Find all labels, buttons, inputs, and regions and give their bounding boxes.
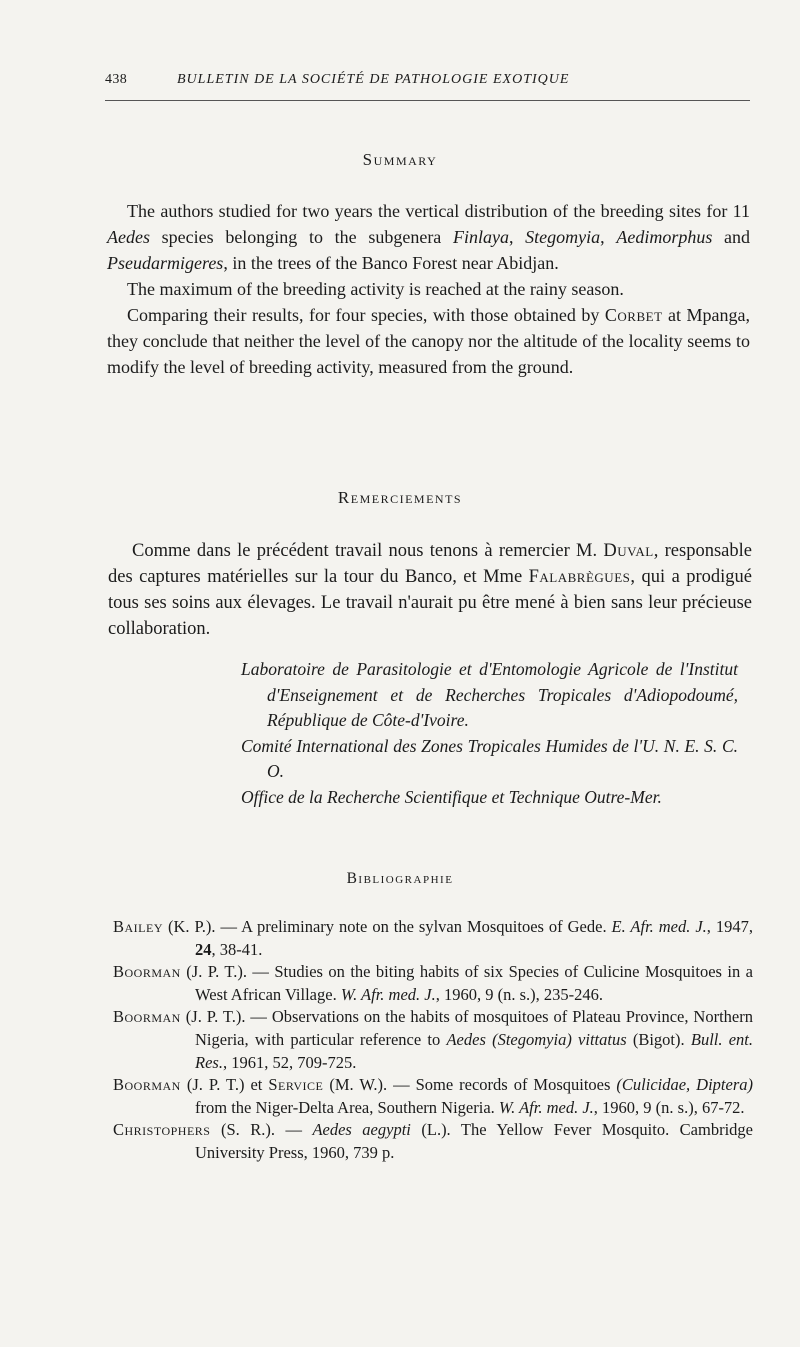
reference-item: Bailey (K. P.). — A preliminary note on the sylvan Mosquitoes of Gede. E. Afr. med. J., 1947, 24, 38-41.	[113, 917, 754, 959]
summary-paragraph-3: Comparing their results, for four species, with those obtained by Corbet at Mpanga, they conclude that neither the level of the canopy nor the altitude of the locality seems to modify the level of breeding activity, measured from the ground.	[107, 305, 750, 377]
remerciements-text	[108, 538, 752, 642]
affiliation-unesco: Comité International des Zones Tropicales Humides de l'U. N. E. S. C. O.	[241, 735, 738, 781]
page-number: 438	[105, 72, 128, 87]
affiliation-laboratoire: Laboratoire de Parasitologie et d'Entomologie Agricole de l'Institut d'Enseignement et de Recherches Tropicales d'Adiopodoumé, République de Côte-d'Ivoire.	[241, 659, 738, 730]
affiliations-block	[218, 657, 738, 810]
reference-item: Boorman (J. P. T.). — Studies on the biting habits of six Species of Culicine Mosquitoes in a West African Village. W. Afr. med. J., 1960, 9 (n. s.), 235-246.	[113, 962, 753, 1004]
bibliography-list	[113, 916, 753, 1165]
summary-text	[107, 198, 750, 380]
journal-title: BULLETIN DE LA SOCIÉTÉ DE PATHOLOGIE EXOTIQUE	[177, 72, 570, 87]
bibliographie-heading: Bibliographie	[346, 870, 454, 887]
affiliation-orstom: Office de la Recherche Scientifique et Technique Outre-Mer.	[241, 786, 662, 807]
remerciements-paragraph: Comme dans le précédent travail nous tenons à remercier M. Duval, responsable des captures matérielles sur la tour du Banco, et Mme Falabrègues, qui a prodigué tous ses soins aux élevages. Le travail n'aurait pu être mené à bien sans leur précieuse collaboration.	[108, 541, 752, 639]
reference-item: Boorman (J. P. T.) et Service (M. W.). — Some records of Mosquitoes (Culicidae, Diptera) from the Niger-Delta Area, Southern Nigeria. W. Afr. med. J., 1960, 9 (n. s.), 67-72.	[113, 1075, 753, 1117]
remerciements-heading: Remerciements	[337, 488, 463, 507]
summary-paragraph-2: The maximum of the breeding activity is reached at the rainy season.	[127, 279, 624, 299]
reference-item: Christophers (S. R.). — Aedes aegypti (L.). The Yellow Fever Mosquito. Cambridge University Press, 1960, 739 p.	[113, 1120, 753, 1162]
summary-heading: Summary	[362, 150, 438, 169]
summary-paragraph-1: The authors studied for two years the vertical distribution of the breeding sites for 11 Aedes species belonging to the subgenera Finlaya, Stegomyia, Aedimorphus and Pseudarmigeres, in the trees of the Banco Forest near Abidjan.	[107, 201, 751, 273]
reference-item: Boorman (J. P. T.). — Observations on the habits of mosquitoes of Plateau Province, Northern Nigeria, with particular reference to Aedes (Stegomyia) vittatus (Bigot). Bull. ent. Res., 1961, 52, 709-725.	[113, 1007, 754, 1072]
header-rule	[105, 100, 750, 101]
